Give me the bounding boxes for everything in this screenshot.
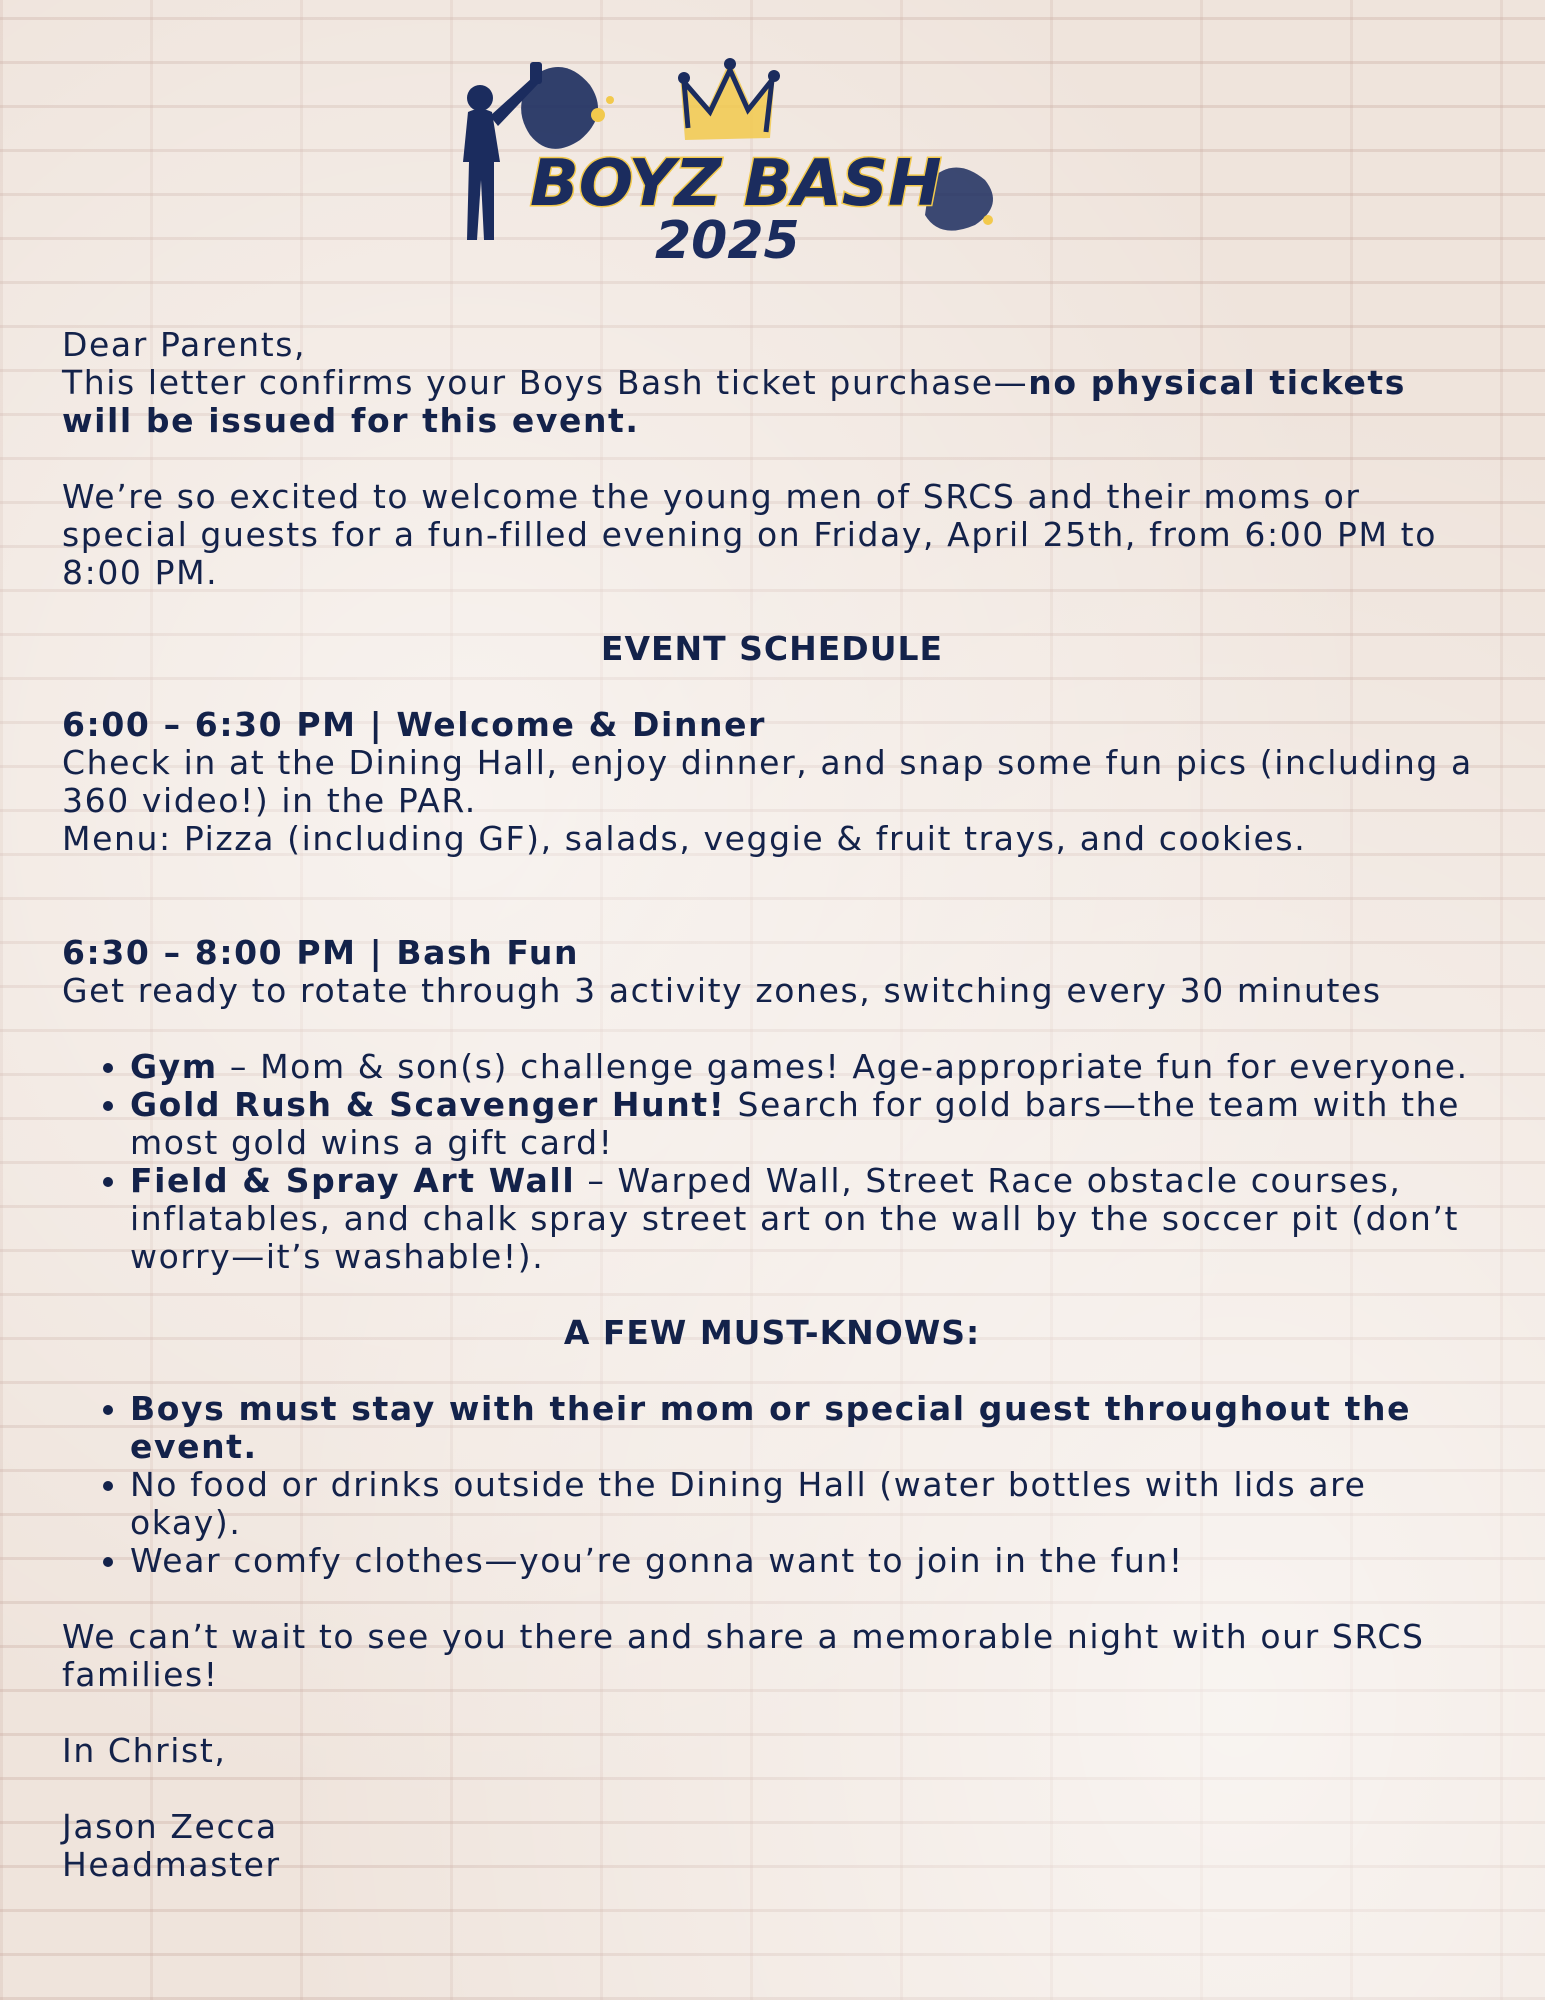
- list-item: • Wear comfy clothes—you’re gonna want to join in the fun!: [130, 1542, 1482, 1580]
- welcome-paragraph: We’re so excited to welcome the young men of SRCS and their moms or special guests for a fun-filled evening on Friday, April 25th, from 6:00 PM to 8:00 PM.: [62, 477, 1437, 592]
- crown-icon: [678, 58, 780, 140]
- logo-title: BOYZ BASH: [530, 147, 942, 221]
- activity-description: Search for gold bars—the team with the most gold wins a gift card!: [130, 1085, 1461, 1162]
- must-knows-list: [62, 1390, 1482, 1580]
- schedule-block2-title: 6:30 – 8:00 PM | Bash Fun: [62, 933, 580, 972]
- list-item: • No food or drinks outside the Dining Hall (water bottles with lids are okay).: [130, 1466, 1482, 1542]
- list-item: • Boys must stay with their mom or special guest throughout the event.: [130, 1390, 1482, 1466]
- list-item: [130, 1086, 1482, 1162]
- signoff: In Christ,: [62, 1731, 227, 1770]
- activity-description: – Mom & son(s) challenge games! Age-appropriate fun for everyone.: [217, 1047, 1469, 1086]
- activity-zones-list: [62, 1048, 1482, 1276]
- activity-description: – Warped Wall, Street Race obstacle courses, inflatables, and chalk spray street art on the wall by the soccer pit (don’t worry—it’s washable!).: [130, 1161, 1460, 1276]
- letter-body: [62, 326, 1482, 1884]
- must-knows-heading: A FEW MUST-KNOWS:: [563, 1313, 981, 1352]
- logo-year: 2025: [655, 211, 800, 270]
- boyz-bash-logo: [440, 20, 1040, 270]
- list-item: [130, 1048, 1482, 1086]
- schedule-block2-line1: Get ready to rotate through 3 activity zones, switching every 30 minutes: [62, 971, 1382, 1010]
- schedule-block1-line1: Check in at the Dining Hall, enjoy dinner, and snap some fun pics (including a 360 video!) in the PAR.: [62, 743, 1473, 820]
- event-schedule-heading: EVENT SCHEDULE: [600, 629, 944, 668]
- intro-paragraph: [62, 364, 1482, 440]
- activity-name: Gold Rush & Scavenger Hunt!: [130, 1085, 726, 1124]
- activity-name: Field & Spray Art Wall: [130, 1161, 576, 1200]
- logo-graphic: [440, 20, 1040, 270]
- intro-bold-text: no physical tickets will be issued for this event.: [62, 363, 1407, 440]
- signature-name: Jason Zecca: [62, 1807, 278, 1846]
- list-item: [130, 1162, 1482, 1276]
- greeting: Dear Parents,: [62, 325, 307, 364]
- activity-name: Gym: [130, 1047, 218, 1086]
- intro-text: This letter confirms your Boys Bash ticket purchase—: [62, 363, 1029, 402]
- schedule-block1-title: 6:00 – 6:30 PM | Welcome & Dinner: [62, 705, 767, 744]
- closing-paragraph: We can’t wait to see you there and share a memorable night with our SRCS families!: [62, 1617, 1425, 1694]
- signature-title: Headmaster: [62, 1845, 281, 1884]
- schedule-block1-line2: Menu: Pizza (including GF), salads, veggie & fruit trays, and cookies.: [62, 819, 1307, 858]
